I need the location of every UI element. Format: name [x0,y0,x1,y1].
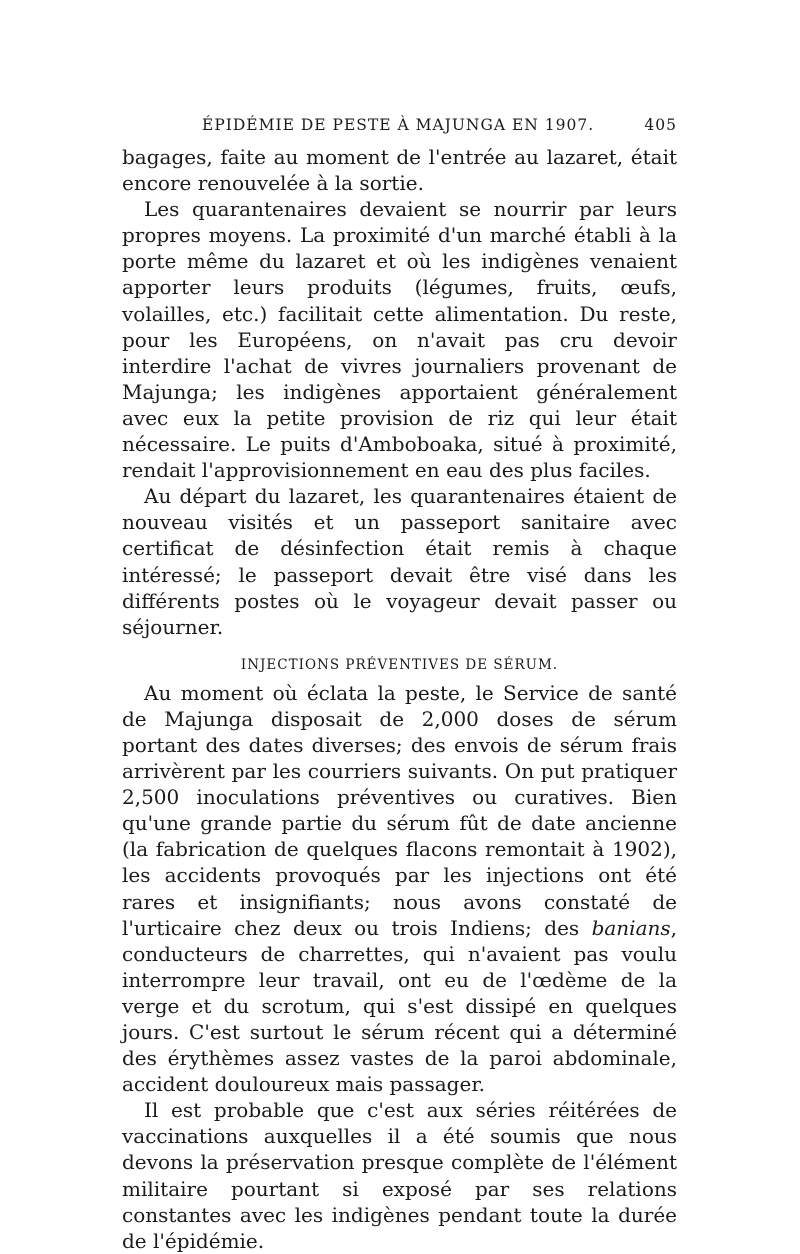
running-title: ÉPIDÉMIE DE PESTE À MAJUNGA EN 1907. [202,116,595,134]
paragraph-serum-injections [122,680,677,1098]
serum-text-part1: Au moment où éclata la peste, le Service de santé de Majunga disposait de 2,000 doses de sérum portant des dates diverses; des envois de sérum frais arrivèrent par les courriers suivants. On put pratiquer 2,500 inoculations préventives ou curatives. Bien qu'une grande partie du sérum fût de date ancienne (la fabrication de quelques flacons remontait à 1902), les accidents provoqués par les injections ont été rares et insignifiants; nous avons constaté de l'urticaire chez deux ou trois Indiens; des [122,680,677,940]
paragraph-conclusion: Il est probable que c'est aux séries réitérées de vaccinations auxquelles il a été soumis que nous devons la préservation presque complète de l'élément militaire pourtant si exposé par ses relations constantes avec les indigènes pendant toute la durée de l'épidémie. [122,1098,677,1253]
running-header [122,116,677,144]
section-heading: INJECTIONS PRÉVENTIVES DE SÉRUM. [240,656,559,673]
serum-text-part2: , conducteurs de charrettes, qui n'avaient pas voulu interrompre leur travail, ont eu de l'œdème de la verge et du scrotum, qui s'est dissipé en quelques jours. C'est surtout le sérum récent qui a déterminé des érythèmes assez vastes de la paroi abdominale, accident douloureux mais passager. [122,915,677,1097]
section-heading-wrapper [122,640,677,676]
paragraph-departure: Au départ du lazaret, les quarantenaires étaient de nouveau visités et un passeport sanitaire avec certificat de désinfection était remis à chaque intéressé; le passeport devait être visé dans les différents postes où le voyageur devait passer ou séjourner. [122,484,677,639]
serum-text-italic: banians [591,915,671,940]
paragraph-quarantine-food: Les quarantenaires devaient se nourrir par leurs propres moyens. La proximité d'un marché établi à la porte même du lazaret et où les indigènes venaient apporter leurs produits (légumes, fruits, œufs, volailles, etc.) facilitait cette alimentation. Du reste, pour les Européens, on n'avait pas cru devoir interdire l'achat de vivres journaliers provenant de Majunga; les indigènes apportaient généralement avec eux la petite provision de riz qui leur était nécessaire. Le puits d'Amboboaka, situé à proximité, rendait l'approvisionnement en eau des plus faciles. [122,197,677,483]
page-number: 405 [644,116,677,134]
paragraph-continuation: bagages, faite au moment de l'entrée au lazaret, était encore renouvelée à la sortie. [122,145,677,196]
book-page [122,116,677,1254]
